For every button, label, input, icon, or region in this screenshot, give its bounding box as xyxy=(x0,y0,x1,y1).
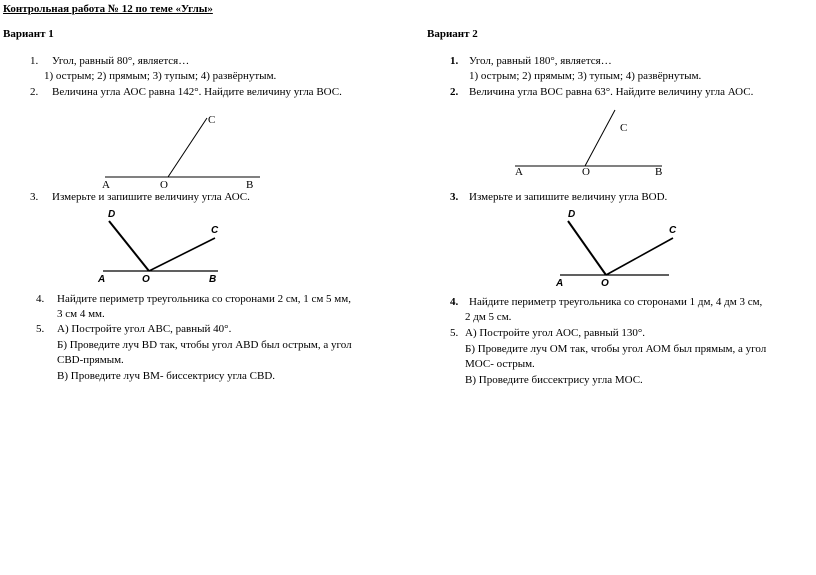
v2-fig2-label-d: D xyxy=(568,209,576,220)
v1-fig1-label-a: А xyxy=(102,179,110,191)
v2-fig2-label-c: C xyxy=(669,225,677,236)
v2-q2-text: Величина угла ВОС равна 63°. Найдите величину угла АОС. xyxy=(469,86,754,98)
v2-q5-number: 5. xyxy=(450,327,459,339)
v2-fig2-ray-od xyxy=(568,221,606,275)
v2-fig1-label-c: С xyxy=(620,122,628,134)
v2-fig1-ray-oc xyxy=(585,110,615,166)
v1-q5-part-b-line2: CBD-прямым. xyxy=(57,354,124,366)
v2-q5-part-c: В) Проведите биссектрису угла МОС. xyxy=(465,374,643,386)
v1-q1-options: 1) острым; 2) прямым; 3) тупым; 4) развёрнутым. xyxy=(44,70,277,82)
v2-q5-part-b-line2: МОС- острым. xyxy=(465,358,535,370)
v1-q3-text: Измерьте и запишите величину угла АОС. xyxy=(52,191,250,203)
v1-fig2-label-c: C xyxy=(211,225,219,236)
v1-q4-line2: 3 см 4 мм. xyxy=(57,308,105,320)
v2-q3-number: 3. xyxy=(450,191,459,203)
v2-q4-number: 4. xyxy=(450,296,459,308)
variant-2-heading: Вариант 2 xyxy=(427,28,478,40)
v1-q1-text: Угол, равный 80°, является… xyxy=(52,55,190,67)
variant-1-heading: Вариант 1 xyxy=(3,28,54,40)
v2-fig2-label-o: O xyxy=(601,278,609,289)
v2-q2-number: 2. xyxy=(450,86,459,98)
v2-q1-options: 1) острым; 2) прямым; 3) тупым; 4) развёрнутым. xyxy=(469,70,702,82)
v2-q4-line2: 2 дм 5 см. xyxy=(465,311,512,323)
v2-q3-text: Измерьте и запишите величину угла ВОD. xyxy=(469,191,668,203)
v1-fig1-ray-oc xyxy=(168,118,207,177)
v2-q5-part-a: А) Постройте угол АОС, равный 130°. xyxy=(465,327,646,339)
v2-q5-part-b-line1: Б) Проведите луч ОМ так, чтобы угол АОМ был прямым, а угол xyxy=(465,343,767,355)
v2-fig2-ray-oc xyxy=(606,238,673,275)
v1-fig2-ray-oc xyxy=(149,238,215,271)
v1-q1-number: 1. xyxy=(30,55,39,67)
v2-fig2-label-a: A xyxy=(556,278,564,289)
worksheet-title: Контрольная работа № 12 по теме «Углы» xyxy=(3,3,213,15)
v1-q5-part-c: В) Проведите луч ВМ- биссектрису угла CBD. xyxy=(57,370,276,382)
v1-fig2-ray-od xyxy=(109,221,149,271)
v2-fig1-label-a: А xyxy=(515,166,523,178)
v2-q1-number: 1. xyxy=(450,55,459,67)
v1-q5-part-a: А) Постройте угол АВС, равный 40°. xyxy=(57,323,232,335)
v1-q5-number: 5. xyxy=(36,323,45,335)
v1-fig1-label-b: В xyxy=(246,179,254,191)
v1-fig2-label-a: A xyxy=(98,274,106,285)
v2-fig1-label-b: В xyxy=(655,166,663,178)
v2-q4-line1: Найдите периметр треугольника со сторонами 1 дм, 4 дм 3 см, xyxy=(469,296,763,308)
v1-fig1-label-c: С xyxy=(208,114,216,126)
v1-fig2-label-b: B xyxy=(209,274,217,285)
v2-fig1-label-o: О xyxy=(582,166,590,178)
v2-q1-text: Угол, равный 180°, является… xyxy=(469,55,612,67)
v1-q5-part-b-line1: Б) Проведите луч ВD так, чтобы угол ABD был острым, а угол xyxy=(57,339,352,351)
v1-q3-number: 3. xyxy=(30,191,39,203)
v1-q2-number: 2. xyxy=(30,86,39,98)
v1-fig2-label-o: O xyxy=(142,274,150,285)
v1-fig1-label-o: О xyxy=(160,179,168,191)
v1-q4-number: 4. xyxy=(36,293,45,305)
v1-q2-text: Величина угла АОС равна 142°. Найдите величину угла ВОС. xyxy=(52,86,342,98)
v1-q4-line1: Найдите периметр треугольника со сторонами 2 см, 1 см 5 мм, xyxy=(57,293,351,305)
v1-fig2-label-d: D xyxy=(108,209,116,220)
